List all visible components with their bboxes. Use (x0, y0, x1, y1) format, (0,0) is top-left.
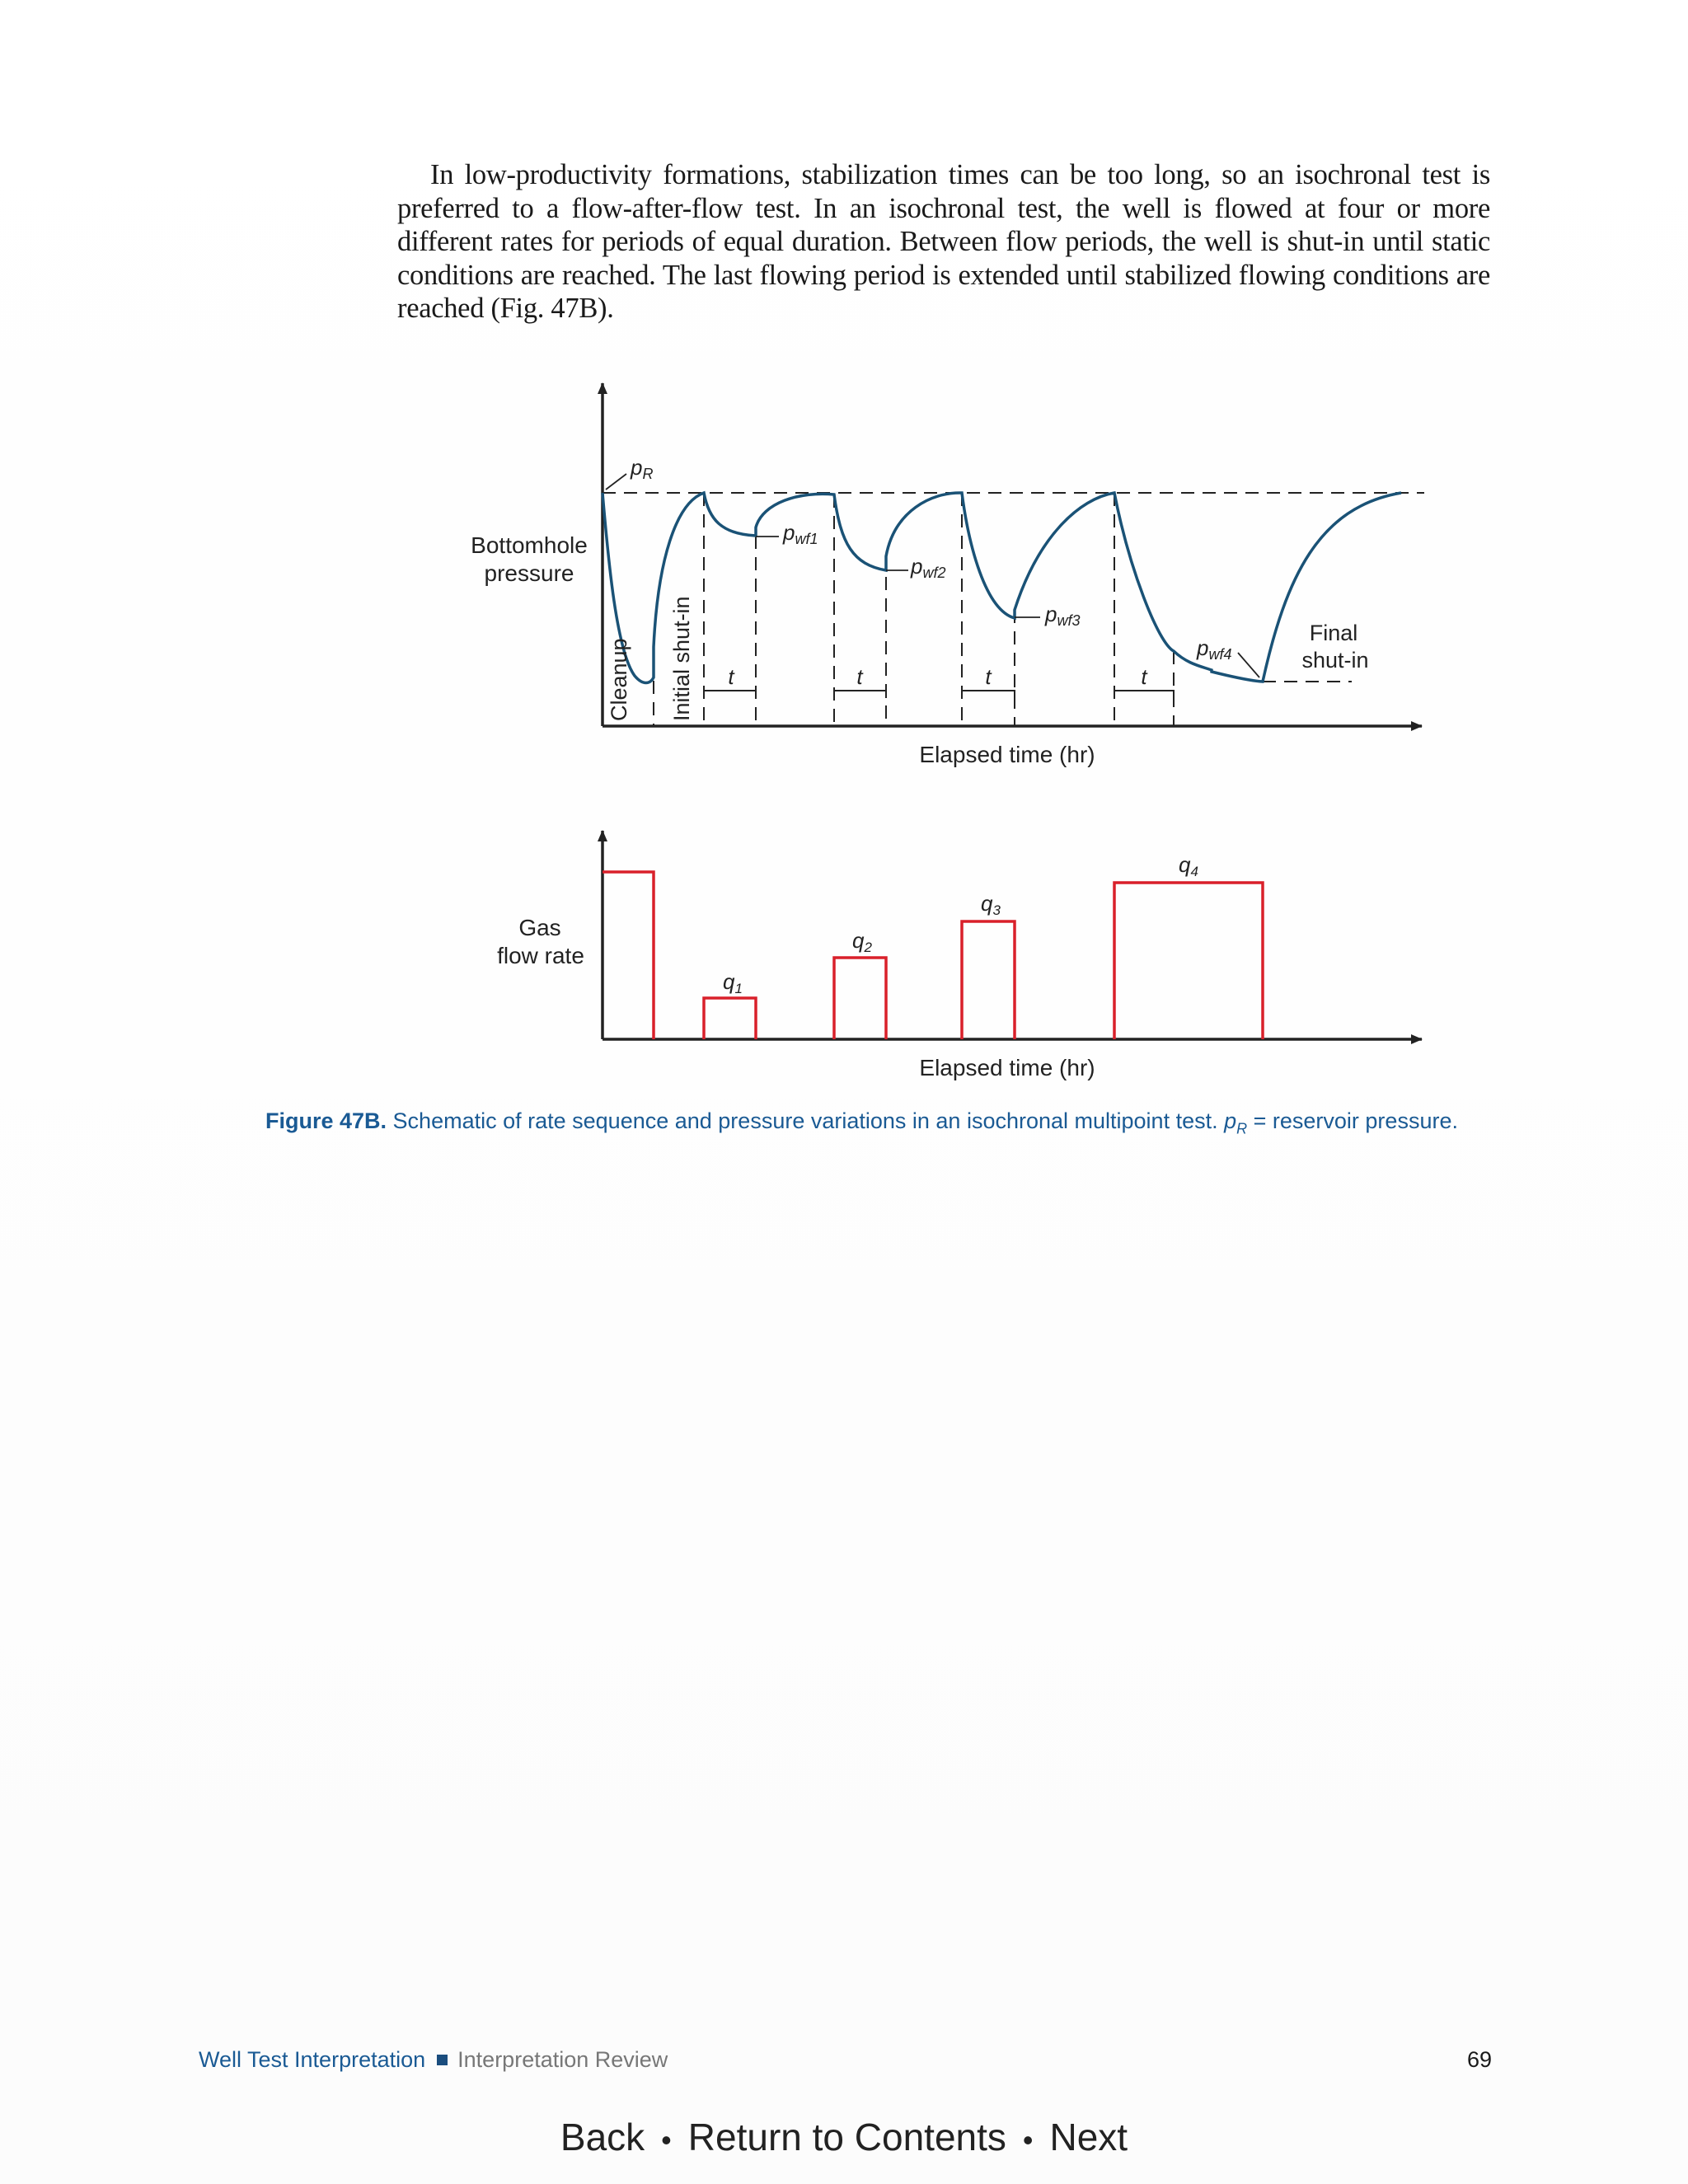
pressure-x-label: Elapsed time (hr) (919, 742, 1095, 767)
pressure-y-label-1: Bottomhole (471, 532, 588, 558)
pwf3-label: pwf3 (1045, 602, 1081, 629)
t-label-1: t (728, 664, 734, 689)
rate-bars (603, 872, 1263, 1039)
pR-label: pR (631, 455, 654, 482)
page-number: 69 (1467, 2047, 1493, 2072)
rate-y-label-1: Gas (518, 915, 561, 940)
footer-section: Interpretation Review (457, 2047, 668, 2072)
q2-bar (834, 958, 886, 1039)
t-label-3: t (985, 664, 992, 689)
pressure-plot (471, 383, 1424, 767)
t-label-4: t (1141, 664, 1147, 689)
caption-text: Schematic of rate sequence and pressure variations in an isochronal multipoint test. (387, 1108, 1225, 1133)
pressure-curve (603, 493, 1401, 683)
rate-x-label: Elapsed time (hr) (919, 1055, 1095, 1080)
pwf2-label: pwf2 (911, 554, 946, 581)
rate-plot (497, 831, 1422, 1080)
caption-label: Figure 47B. (265, 1108, 387, 1133)
pressure-y-label-2: pressure (484, 560, 574, 586)
back-link[interactable]: Back (560, 2116, 645, 2158)
square-bullet-icon (437, 2055, 448, 2065)
q3-bar (962, 921, 1015, 1039)
final-shutin-label-2: shut-in (1301, 648, 1369, 673)
body-paragraph: In low-productivity formations, stabilization times can be too long, so an isochronal test is preferred to a flow-after-flow test. In an isochronal test, the well is flowed at four or more different rates for periods of equal duration. Between flow periods, the well is shut-in until static conditions are reached. The last flowing period is extended until stabilized flowing conditions are reached (Fig. 47B). (397, 159, 1490, 324)
footer-title: Well Test Interpretation (199, 2047, 426, 2072)
nav-separator: • (661, 2122, 672, 2157)
q1-bar (704, 998, 756, 1039)
figure-caption (265, 1108, 1502, 1137)
next-link[interactable]: Next (1049, 2116, 1128, 2158)
footer-breadcrumb (199, 2047, 668, 2073)
caption-tail: = reservoir pressure. (1247, 1108, 1458, 1133)
rate-y-label-2: flow rate (497, 943, 584, 968)
q4-label: q4 (1179, 852, 1198, 879)
page-navigation (0, 2115, 1688, 2159)
t-label-2: t (856, 664, 863, 689)
q3-label: q3 (981, 891, 1001, 918)
return-to-contents-link[interactable]: Return to Contents (687, 2116, 1006, 2158)
pwf4-label: pwf4 (1197, 635, 1232, 663)
cleanup-label: Cleanup (607, 638, 631, 721)
initial-shutin-label: Initial shut-in (669, 596, 694, 721)
pwf1-label: pwf1 (783, 520, 818, 547)
q4-bar (1114, 883, 1263, 1039)
final-shutin-label-1: Final (1309, 621, 1358, 645)
nav-separator: • (1022, 2122, 1034, 2157)
t-brackets (704, 691, 1174, 698)
q2-label: q2 (852, 928, 872, 955)
cleanup-rate-bar (603, 872, 654, 1039)
q1-label: q1 (723, 969, 743, 996)
caption-pR: $p_R$ (1224, 1108, 1248, 1137)
